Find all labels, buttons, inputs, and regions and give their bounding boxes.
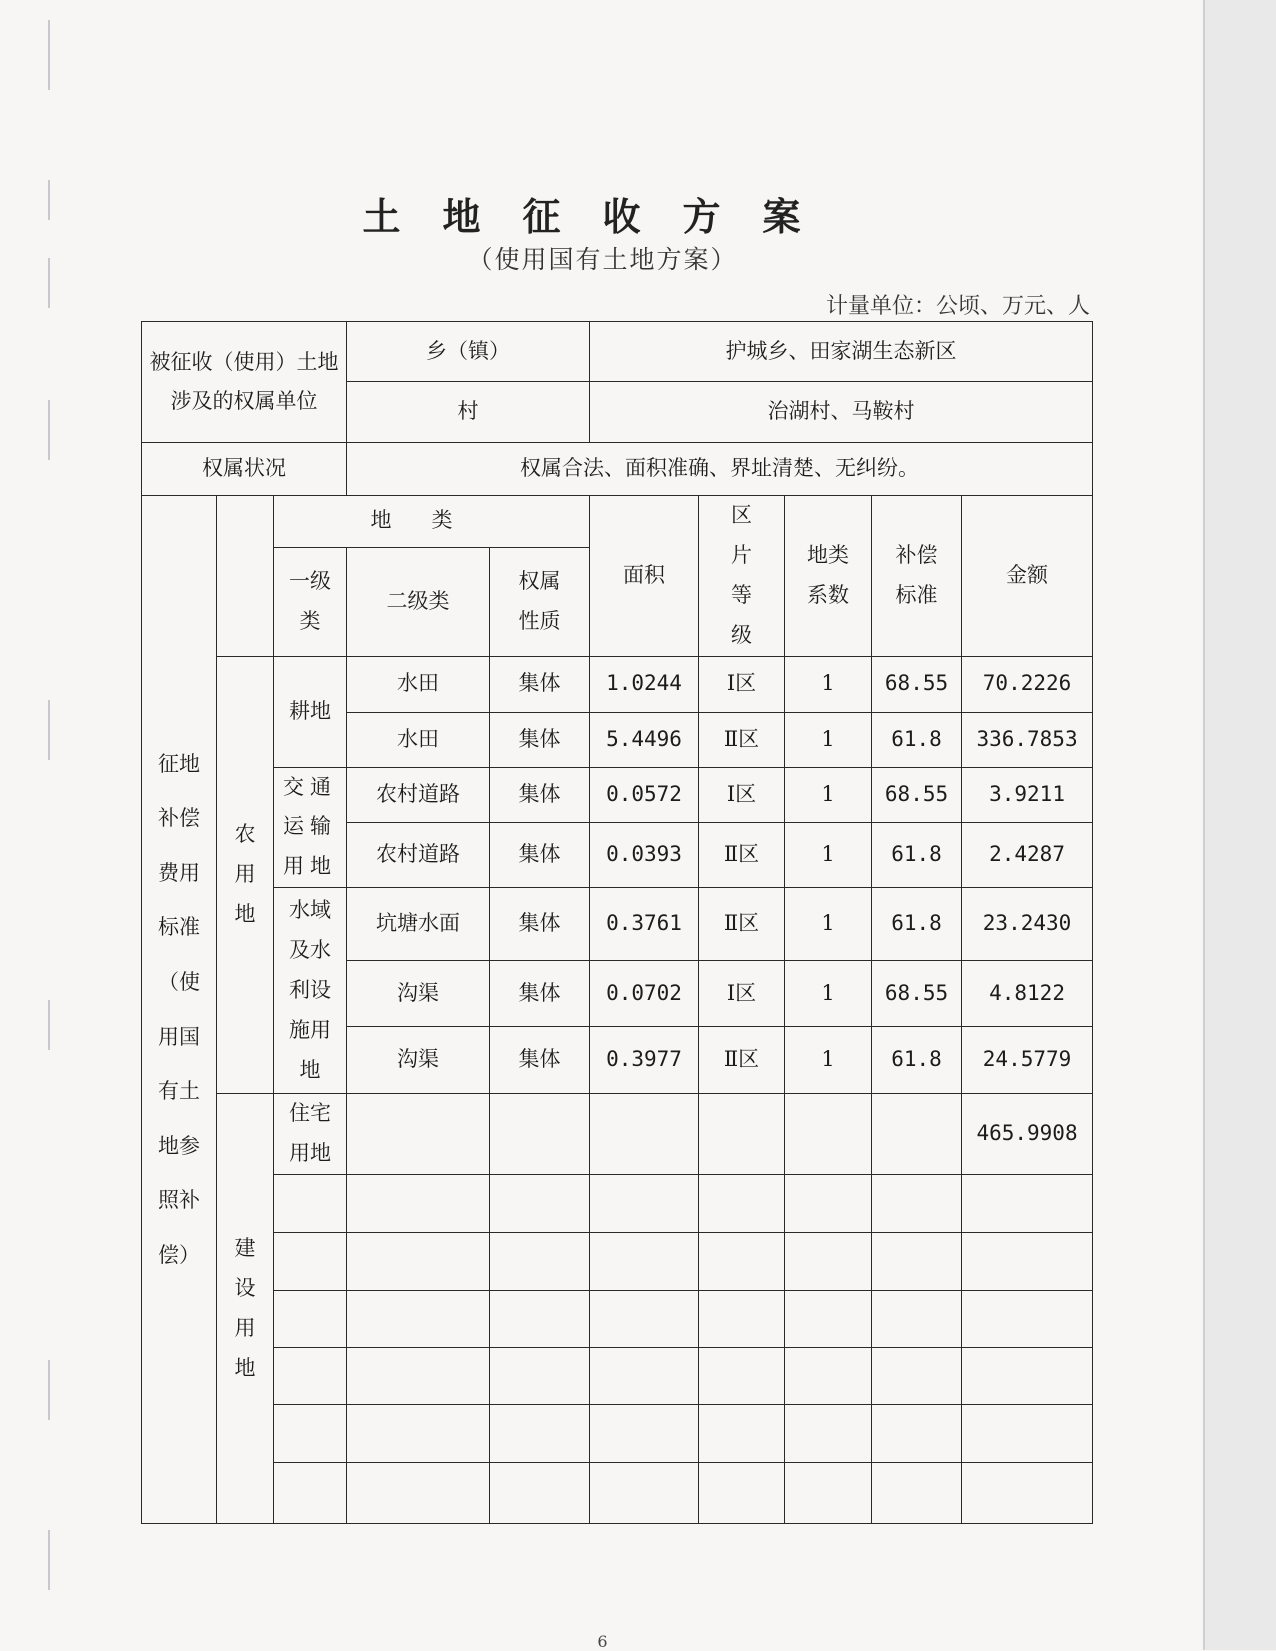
empty-cell — [962, 1463, 1093, 1524]
row-1-zone: Ⅱ区 — [699, 712, 785, 767]
empty-cell — [347, 1405, 490, 1463]
land-type-header: 地类 — [274, 496, 590, 548]
construction-group: 建设用地 — [217, 1094, 274, 1524]
empty-cell — [699, 1348, 785, 1405]
empty-cell — [490, 1233, 590, 1291]
empty-cell — [699, 1094, 785, 1175]
row-5-zone: Ⅰ区 — [699, 961, 785, 1027]
empty-cell — [347, 1348, 490, 1405]
row-0-ownership: 集体 — [490, 656, 590, 712]
row-5-level2: 沟渠 — [347, 961, 490, 1027]
binding-mark — [48, 20, 50, 90]
level1-header: 一级类 — [274, 547, 347, 656]
row-3-coef: 1 — [785, 823, 872, 888]
row-5-standard: 68.55 — [872, 961, 962, 1027]
transport-group: 交通运输用地 — [274, 767, 347, 888]
row-2-level2: 农村道路 — [347, 767, 490, 823]
empty-cell — [274, 1463, 347, 1524]
town-value: 护城乡、田家湖生态新区 — [590, 322, 1093, 382]
row-5-area: 0.0702 — [590, 961, 699, 1027]
row-6-standard: 61.8 — [872, 1027, 962, 1094]
empty-cell — [699, 1175, 785, 1233]
empty-cell — [590, 1463, 699, 1524]
empty-cell — [347, 1233, 490, 1291]
row-0-area: 1.0244 — [590, 656, 699, 712]
empty-cell — [699, 1405, 785, 1463]
page-edge — [1205, 0, 1276, 1650]
row-2-coef: 1 — [785, 767, 872, 823]
empty-cell — [872, 1463, 962, 1524]
row-3-ownership: 集体 — [490, 823, 590, 888]
empty-cell — [347, 1291, 490, 1348]
village-value: 治湖村、马鞍村 — [590, 382, 1093, 443]
empty-cell — [274, 1175, 347, 1233]
empty-cell — [590, 1175, 699, 1233]
land-acquisition-table — [141, 321, 1093, 1524]
row-2-amount: 3.9211 — [962, 767, 1093, 823]
empty-cell — [590, 1233, 699, 1291]
row-4-level2: 坑塘水面 — [347, 888, 490, 961]
row-4-amount: 23.2430 — [962, 888, 1093, 961]
empty-cell — [347, 1175, 490, 1233]
row-6-level2: 沟渠 — [347, 1027, 490, 1094]
standard-label: 征地补偿费用标准（使用国有土地参照补偿） — [142, 496, 217, 1524]
empty-cell — [785, 1348, 872, 1405]
row-3-zone: Ⅱ区 — [699, 823, 785, 888]
coef-header: 地类系数 — [785, 496, 872, 657]
empty-cell — [872, 1233, 962, 1291]
empty-cell — [274, 1291, 347, 1348]
empty-cell — [962, 1291, 1093, 1348]
empty-cell — [274, 1405, 347, 1463]
row-5-amount: 4.8122 — [962, 961, 1093, 1027]
empty-cell — [785, 1405, 872, 1463]
empty-cell — [490, 1463, 590, 1524]
binding-mark — [48, 1000, 50, 1050]
row-0-coef: 1 — [785, 656, 872, 712]
row-1-level2: 水田 — [347, 712, 490, 767]
row-2-zone: Ⅰ区 — [699, 767, 785, 823]
row-4-coef: 1 — [785, 888, 872, 961]
empty-cell — [274, 1233, 347, 1291]
zone-header: 区片等级 — [699, 496, 785, 657]
cultivated-group: 耕地 — [274, 656, 347, 767]
row-3-standard: 61.8 — [872, 823, 962, 888]
row-6-area: 0.3977 — [590, 1027, 699, 1094]
row-2-area: 0.0572 — [590, 767, 699, 823]
status-value: 权属合法、面积准确、界址清楚、无纠纷。 — [347, 443, 1093, 496]
empty-cell — [274, 1348, 347, 1405]
row-1-amount: 336.7853 — [962, 712, 1093, 767]
row-6-amount: 24.5779 — [962, 1027, 1093, 1094]
town-label: 乡（镇） — [347, 322, 590, 382]
empty-cell — [872, 1094, 962, 1175]
empty-cell — [962, 1233, 1093, 1291]
row-6-ownership: 集体 — [490, 1027, 590, 1094]
row-6-coef: 1 — [785, 1027, 872, 1094]
status-label: 权属状况 — [142, 443, 347, 496]
row-4-ownership: 集体 — [490, 888, 590, 961]
row-0-zone: Ⅰ区 — [699, 656, 785, 712]
area-header: 面积 — [590, 496, 699, 657]
empty-cell — [490, 1348, 590, 1405]
empty-cell — [785, 1175, 872, 1233]
empty-cell — [872, 1175, 962, 1233]
empty-cell — [590, 1291, 699, 1348]
page-title: 土地征收方案 — [362, 194, 843, 239]
row-5-ownership: 集体 — [490, 961, 590, 1027]
blank-cell — [217, 496, 274, 657]
empty-cell — [785, 1094, 872, 1175]
empty-cell — [490, 1405, 590, 1463]
empty-cell — [490, 1291, 590, 1348]
empty-cell — [590, 1405, 699, 1463]
empty-cell — [590, 1348, 699, 1405]
water-group: 水域及水利设施用地 — [274, 888, 347, 1094]
row-4-area: 0.3761 — [590, 888, 699, 961]
row-1-standard: 61.8 — [872, 712, 962, 767]
unit-note: 计量单位：公顷、万元、人 — [825, 294, 1090, 319]
row-0-standard: 68.55 — [872, 656, 962, 712]
binding-mark — [48, 1530, 50, 1590]
empty-cell — [490, 1094, 590, 1175]
row-4-zone: Ⅱ区 — [699, 888, 785, 961]
row-2-standard: 68.55 — [872, 767, 962, 823]
row-5-coef: 1 — [785, 961, 872, 1027]
binding-mark — [48, 400, 50, 460]
row-3-amount: 2.4287 — [962, 823, 1093, 888]
row-0-level2: 水田 — [347, 656, 490, 712]
row-1-coef: 1 — [785, 712, 872, 767]
empty-cell — [699, 1233, 785, 1291]
level2-header: 二级类 — [347, 547, 490, 656]
empty-cell — [699, 1291, 785, 1348]
binding-mark — [48, 1360, 50, 1420]
empty-cell — [699, 1463, 785, 1524]
empty-cell — [785, 1291, 872, 1348]
ownership-header: 权属性质 — [490, 547, 590, 656]
row-2-ownership: 集体 — [490, 767, 590, 823]
total-amount: 465.9908 — [962, 1094, 1093, 1175]
row-1-area: 5.4496 — [590, 712, 699, 767]
empty-cell — [962, 1175, 1093, 1233]
standard-header: 补偿标准 — [872, 496, 962, 657]
empty-cell — [785, 1463, 872, 1524]
agri-group: 农用地 — [217, 656, 274, 1094]
empty-cell — [872, 1348, 962, 1405]
empty-cell — [490, 1175, 590, 1233]
page-number: 6 — [597, 1632, 608, 1651]
row-1-ownership: 集体 — [490, 712, 590, 767]
amount-header: 金额 — [962, 496, 1093, 657]
binding-mark — [48, 700, 50, 760]
residential-group: 住宅用地 — [274, 1094, 347, 1175]
empty-cell — [347, 1094, 490, 1175]
row-6-zone: Ⅱ区 — [699, 1027, 785, 1094]
page-subtitle: （使用国有土地方案） — [467, 245, 738, 274]
empty-cell — [347, 1463, 490, 1524]
empty-cell — [590, 1094, 699, 1175]
empty-cell — [872, 1291, 962, 1348]
empty-cell — [962, 1405, 1093, 1463]
empty-cell — [962, 1348, 1093, 1405]
village-label: 村 — [347, 382, 590, 443]
row-3-level2: 农村道路 — [347, 823, 490, 888]
row-0-amount: 70.2226 — [962, 656, 1093, 712]
empty-cell — [785, 1233, 872, 1291]
row-4-standard: 61.8 — [872, 888, 962, 961]
row-3-area: 0.0393 — [590, 823, 699, 888]
owner-label: 被征收（使用）土地涉及的权属单位 — [142, 322, 347, 443]
empty-cell — [872, 1405, 962, 1463]
